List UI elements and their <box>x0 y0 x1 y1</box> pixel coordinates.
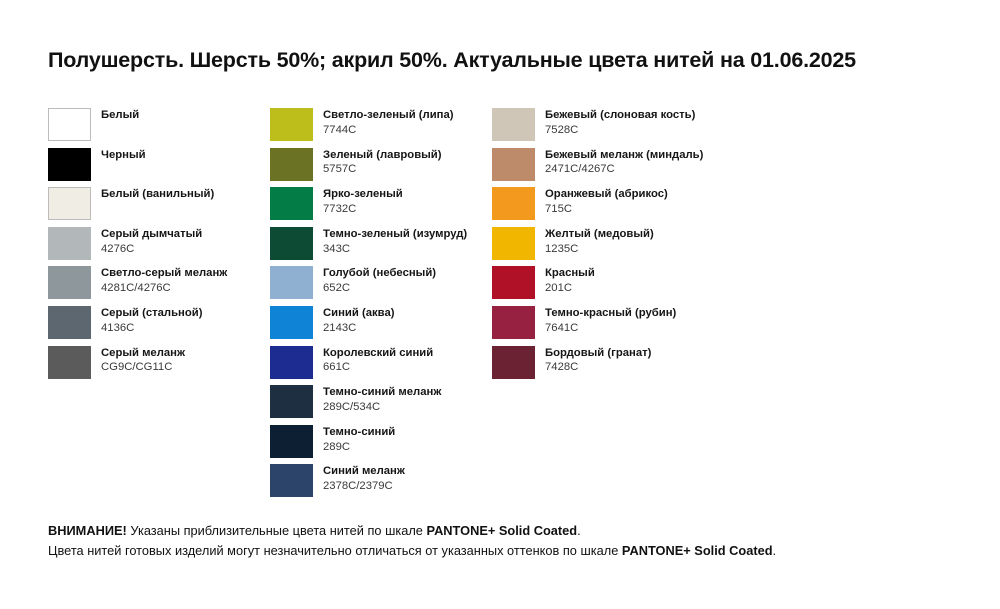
color-swatch <box>270 346 313 379</box>
swatch-code: 7641C <box>545 321 579 334</box>
color-swatch <box>270 148 313 181</box>
swatch-text <box>313 425 395 455</box>
swatch-text <box>313 227 467 257</box>
color-swatch <box>270 385 313 418</box>
disclaimer-period: . <box>772 542 777 558</box>
swatch-item <box>270 227 492 267</box>
swatch-code: 289C/534C <box>323 400 381 413</box>
color-swatch <box>492 148 535 181</box>
swatch-name: Серый меланж <box>101 346 186 359</box>
page-title: Полушерсть. Шерсть 50%; акрил 50%. Актуальные цвета нитей на 01.06.2025 <box>48 48 856 72</box>
swatch-text <box>535 108 695 138</box>
swatch-code: 4136C <box>101 321 135 334</box>
swatch-name: Серый дымчатый <box>101 227 203 240</box>
swatch-text <box>91 306 203 336</box>
swatch-code: 4281C/4276C <box>101 282 171 295</box>
swatch-name: Бордовый (гранат) <box>545 346 652 359</box>
color-swatch <box>270 306 313 339</box>
swatch-name: Серый (стальной) <box>101 306 203 319</box>
color-swatch <box>48 148 91 181</box>
pantone-label-2: PANTONE+ Solid Coated <box>621 542 773 558</box>
color-swatch <box>48 306 91 339</box>
color-swatch <box>492 346 535 379</box>
swatch-name: Голубой (небесный) <box>323 267 437 280</box>
swatch-text <box>535 187 668 217</box>
swatch-code: 661C <box>323 361 351 374</box>
swatch-column-3 <box>492 108 714 504</box>
swatch-name: Темно-синий <box>323 425 396 438</box>
swatch-name: Бежевый (слоновая кость) <box>545 109 696 121</box>
swatch-text <box>535 148 703 178</box>
swatch-item <box>270 425 492 465</box>
color-swatch <box>48 227 91 260</box>
swatch-name: Красный <box>545 267 595 280</box>
swatch-name: Желтый (медовый) <box>545 227 654 240</box>
color-swatch <box>48 346 91 379</box>
swatch-item <box>492 346 714 386</box>
swatch-text <box>91 148 146 164</box>
footer-line-1 <box>48 521 968 541</box>
swatch-name: Темно-синий меланж <box>323 386 442 399</box>
swatch-item <box>270 306 492 346</box>
swatch-item <box>48 227 270 267</box>
swatch-text <box>91 108 139 124</box>
swatch-text <box>313 385 441 415</box>
color-swatch <box>48 187 91 220</box>
swatch-code: 7428C <box>545 361 579 374</box>
swatch-item <box>492 227 714 267</box>
swatch-code: 715C <box>545 202 573 215</box>
swatch-name: Синий (аква) <box>323 306 395 319</box>
swatch-name: Синий меланж <box>323 465 405 478</box>
swatch-name: Зеленый (лавровый) <box>323 148 442 161</box>
color-swatch <box>48 108 91 141</box>
swatch-item <box>48 187 270 227</box>
color-swatch <box>492 187 535 220</box>
footer-note <box>48 521 968 561</box>
swatch-item <box>270 346 492 386</box>
swatch-item <box>270 108 492 148</box>
swatch-item <box>48 148 270 188</box>
swatch-item <box>492 108 714 148</box>
swatch-code: 343C <box>323 242 351 255</box>
swatch-item <box>270 148 492 188</box>
swatch-item <box>48 306 270 346</box>
swatch-text <box>313 306 395 336</box>
swatch-name: Оранжевый (абрикос) <box>545 188 668 201</box>
pantone-label-1: PANTONE+ Solid Coated <box>426 523 578 538</box>
swatch-name: Светло-зеленый (липа) <box>323 109 454 121</box>
swatch-item <box>48 266 270 306</box>
swatch-item <box>270 266 492 306</box>
swatch-code: 7744C <box>323 123 357 136</box>
swatch-item <box>270 464 492 504</box>
swatch-column-1 <box>48 108 270 504</box>
swatch-code: 2378C/2379C <box>323 480 393 493</box>
swatch-text <box>313 148 442 178</box>
swatch-item <box>492 187 714 227</box>
swatch-text <box>535 306 676 336</box>
swatch-name: Белый <box>101 109 140 121</box>
color-swatch <box>270 187 313 220</box>
swatch-item <box>492 266 714 306</box>
color-swatch <box>492 227 535 260</box>
swatch-name: Черный <box>101 148 146 161</box>
swatch-text <box>535 227 654 257</box>
swatch-item <box>48 346 270 386</box>
color-swatch <box>48 266 91 299</box>
swatch-item <box>492 148 714 188</box>
swatch-code: 1235C <box>545 242 579 255</box>
swatch-code: CG9C/CG11C <box>101 361 173 374</box>
swatch-text <box>91 266 227 296</box>
swatch-text <box>313 187 403 217</box>
swatch-code: 201C <box>545 282 573 295</box>
swatch-text <box>91 346 185 376</box>
disclaimer-text: Цвета нитей готовых изделий могут незначительно отличаться от указанных оттенков по шкале <box>48 542 622 558</box>
swatch-name: Королевский синий <box>323 346 434 359</box>
swatch-code: 2471C/4267C <box>545 163 615 176</box>
color-swatch <box>270 266 313 299</box>
swatch-code: 5757C <box>323 163 357 176</box>
swatch-code: 7528C <box>545 123 579 136</box>
color-swatch <box>270 425 313 458</box>
swatch-name: Темно-зеленый (изумруд) <box>323 227 468 240</box>
swatch-name: Светло-серый меланж <box>101 267 228 280</box>
swatch-text <box>535 346 651 376</box>
swatch-name: Белый (ванильный) <box>101 188 215 201</box>
swatch-code: 652C <box>323 282 351 295</box>
swatch-text <box>313 266 436 296</box>
footer-line-2 <box>48 541 968 561</box>
swatch-name: Темно-красный (рубин) <box>545 306 677 319</box>
color-swatch <box>492 108 535 141</box>
attention-period: . <box>577 523 581 538</box>
swatch-text <box>535 266 595 296</box>
swatch-code: 289C <box>323 440 351 453</box>
swatch-text <box>313 464 405 494</box>
swatch-item <box>48 108 270 148</box>
attention-text: Указаны приблизительные цвета нитей по шкале <box>126 523 427 538</box>
swatch-item <box>270 187 492 227</box>
color-swatch <box>270 464 313 497</box>
swatch-text <box>313 346 433 376</box>
color-swatch <box>492 306 535 339</box>
attention-label: ВНИМАНИЕ! <box>48 523 127 538</box>
swatch-text <box>91 227 202 257</box>
color-swatch <box>492 266 535 299</box>
color-swatch <box>270 108 313 141</box>
swatch-item <box>492 306 714 346</box>
swatch-column-2 <box>270 108 492 504</box>
swatch-code: 4276C <box>101 242 135 255</box>
swatch-name: Ярко-зеленый <box>323 188 403 201</box>
swatch-name: Бежевый меланж (миндаль) <box>545 148 704 161</box>
swatch-code: 2143C <box>323 321 357 334</box>
color-swatch <box>270 227 313 260</box>
swatch-text <box>313 108 454 138</box>
swatch-code: 7732C <box>323 202 357 215</box>
swatch-item <box>270 385 492 425</box>
swatch-text <box>91 187 214 203</box>
swatch-columns <box>48 108 968 504</box>
